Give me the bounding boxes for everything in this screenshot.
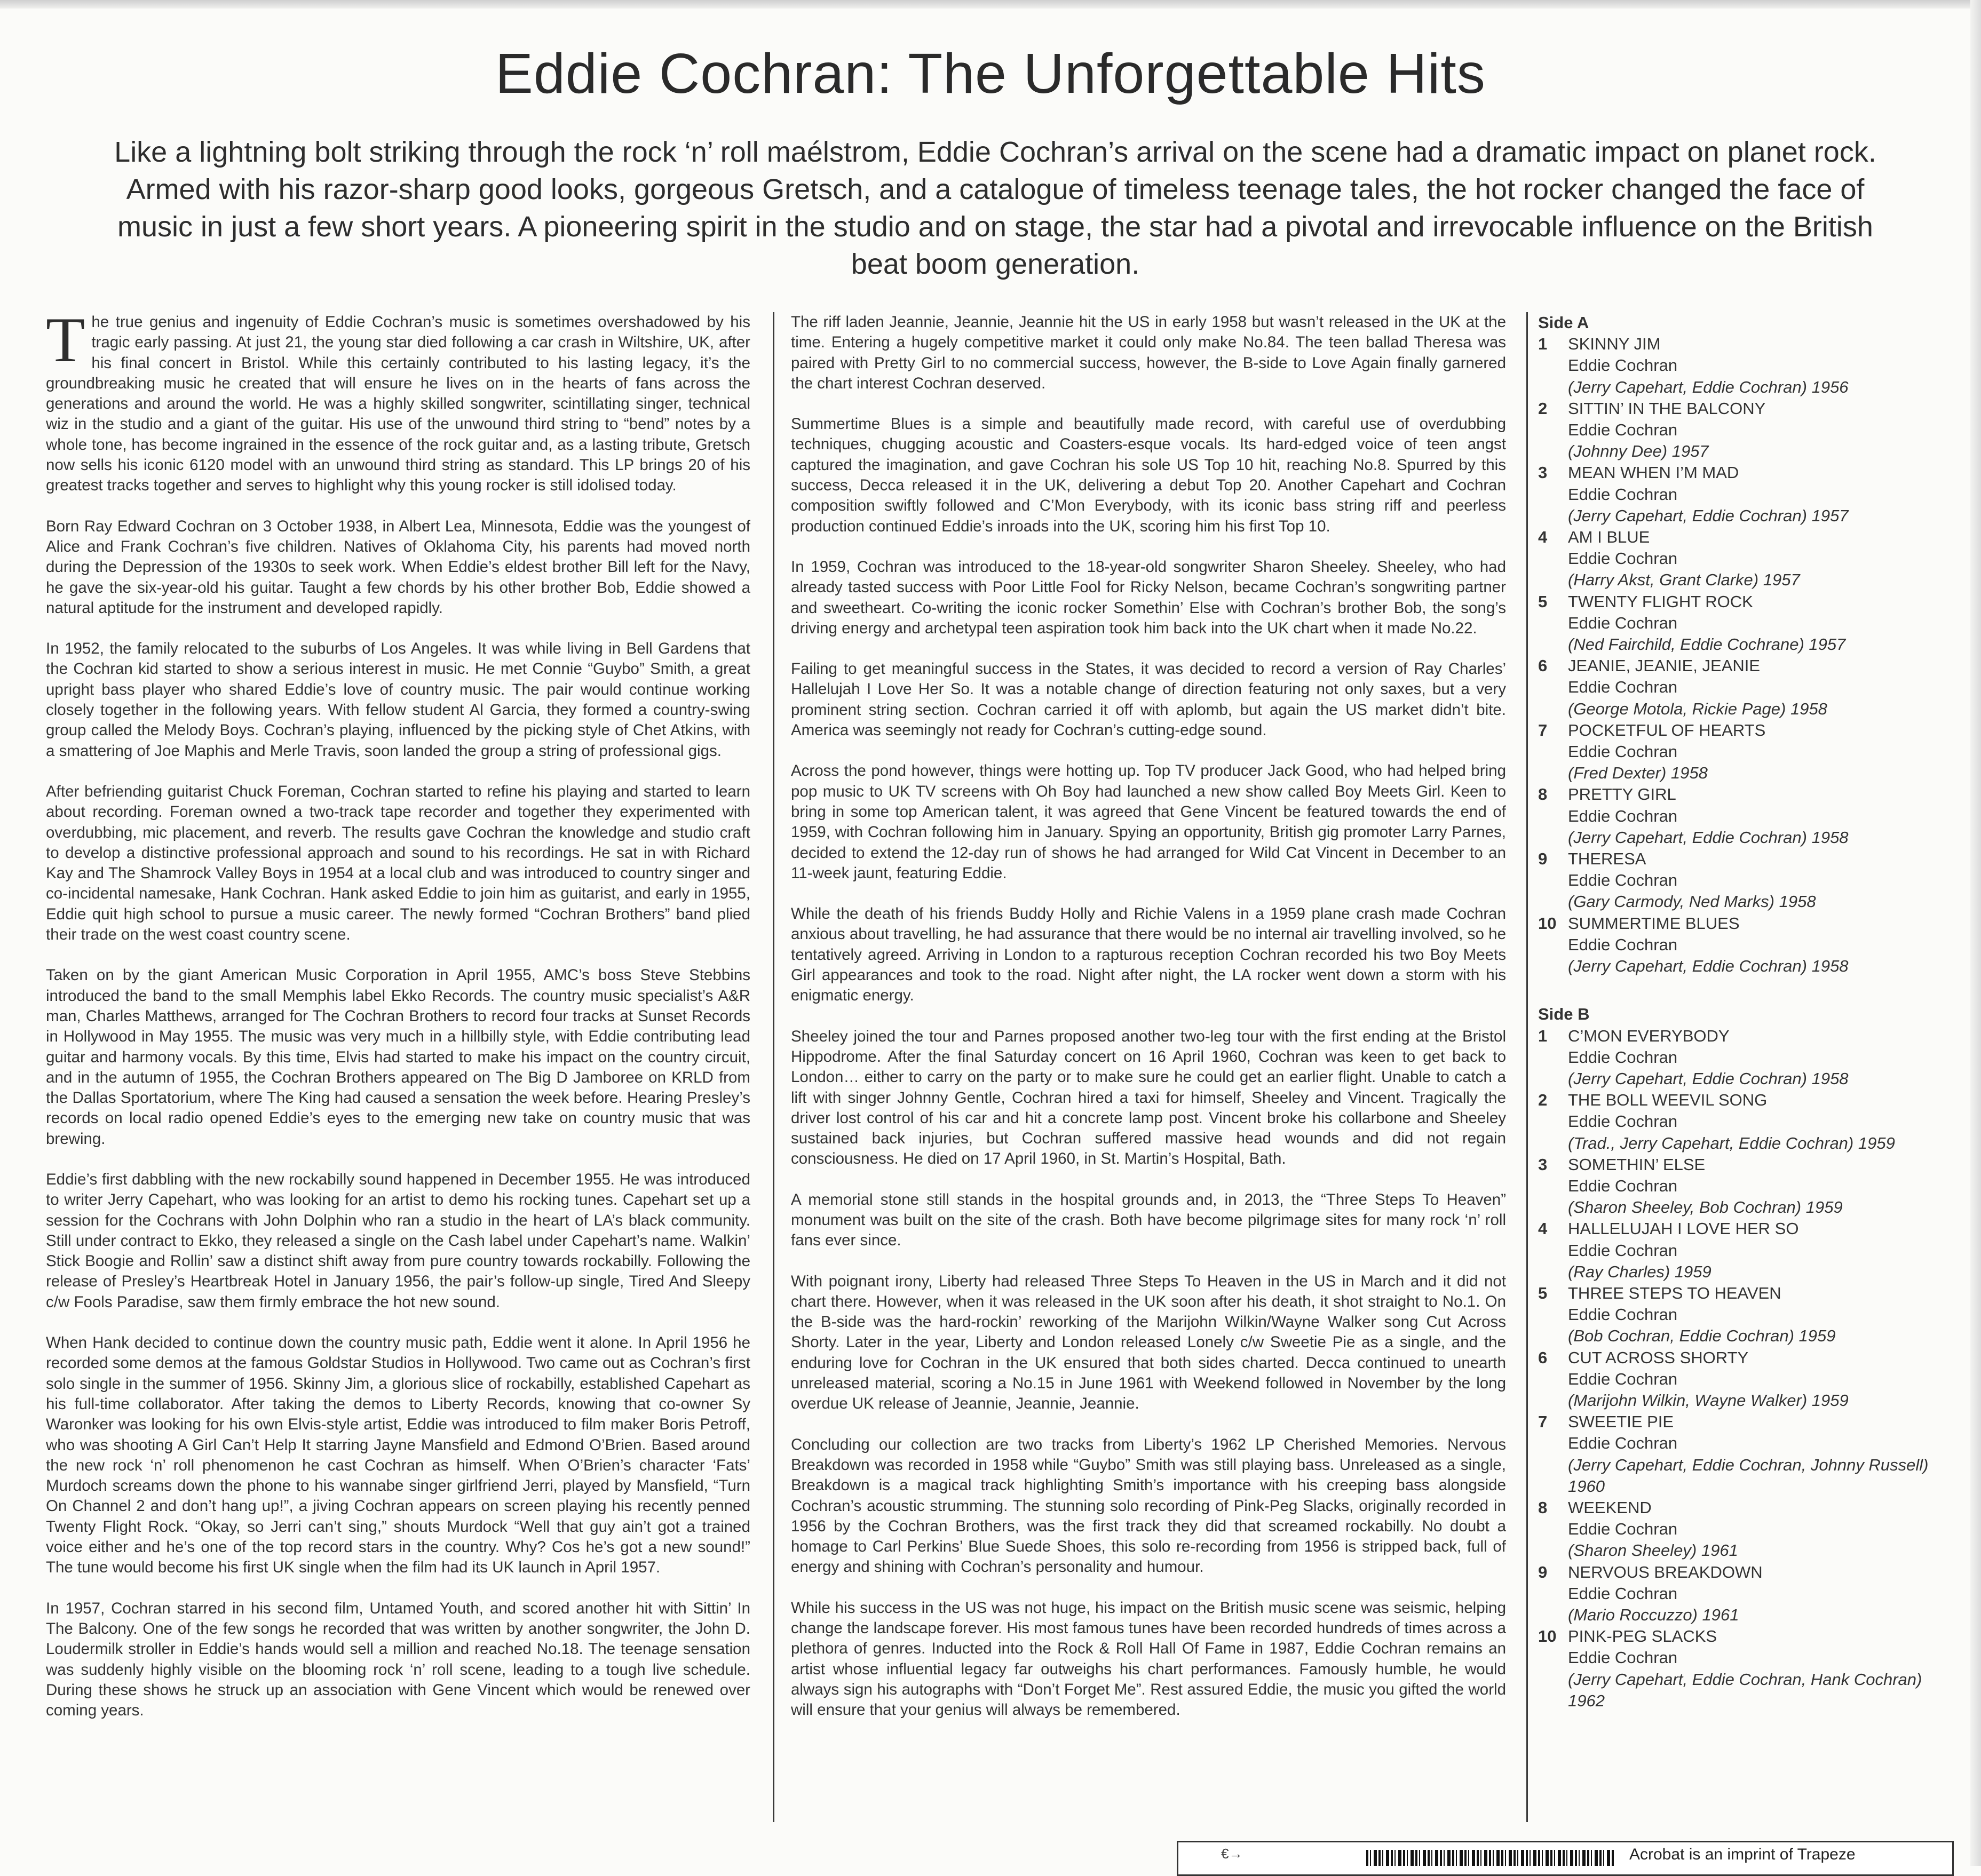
track-credit: (Jerry Capehart, Eddie Cochran) 1956 <box>1568 377 1849 396</box>
track-artist: Eddie Cochran <box>1568 420 1678 440</box>
track-title: HALLELUJAH I LOVE HER SO <box>1568 1219 1799 1238</box>
track-number: 2 <box>1538 1091 1548 1110</box>
article-paragraph: Sheeley joined the tour and Parnes proposed another two-leg tour with the first ending at the Bristol Hippodrome. After the final Saturday concert on 16 April 1960, Cochran was keen to get back to London… either to carry on the party or to make sure he could get an earlier flight. Unable to catch a lift with singer Johnny Gentle, Cochran hired a taxi for himself, Sheeley and Vincent. Tragically the driver lost control of his car and hit a concrete lamp post. Vincent broke his collarbone and Sheeley sustained back injuries, but Cochran suffered massive head wounds and did not regain consciousness. He died on 17 April 1960, in St. Martin’s Hospital, Bath. <box>791 1027 1506 1168</box>
track-item <box>1538 1497 1960 1562</box>
track-number: 5 <box>1538 592 1548 611</box>
track-credit: (Ned Fairchild, Eddie Cochrane) 1957 <box>1568 635 1846 654</box>
track-details <box>1568 720 1960 784</box>
track-artist: Eddie Cochran <box>1568 1241 1678 1260</box>
track-title: POCKETFUL OF HEARTS <box>1568 720 1766 740</box>
article-paragraph: In 1957, Cochran starred in his second film, Untamed Youth, and scored another hit with Sittin’ In The Balcony. One of the few songs he recorded that was written by another songwriter, the John D. Loudermilk stroller in Eddie’s hands would sell a million and reached No.18. The teenage sensation was suddenly highly visible on the blooming rock ‘n’ roll scene, leading to a tough live schedule. During these shows he struck up an association with Gene Vincent which would be renewed over coming years. <box>46 1599 750 1720</box>
tracklist <box>1538 312 1960 1712</box>
track-artist: Eddie Cochran <box>1568 935 1678 954</box>
track-details <box>1568 398 1960 463</box>
track-credit: (Johnny Dee) 1957 <box>1568 442 1709 461</box>
track-item <box>1538 591 1960 656</box>
column-divider <box>773 312 774 1822</box>
track-credit: (Jerry Capehart, Eddie Cochran, Hank Cochran) 1962 <box>1568 1670 1922 1710</box>
track-title: SUMMERTIME BLUES <box>1568 913 1740 933</box>
track-credit: (Jerry Capehart, Eddie Cochran) 1958 <box>1568 957 1849 976</box>
article-paragraph: In 1952, the family relocated to the suburbs of Los Angeles. It was while living in Bell Gardens that the Cochran kid started to show a serious interest in music. He met Connie “Guybo” Smith, a great upright bass player who shared Eddie’s love of country music. The pair would continue working closely together in the following years. With fellow student Al Garcia, they formed a country-swing group called the Melody Boys. Cochran’s playing, influenced by the picking style of Chet Atkins, with a smattering of Joe Maphis and Merle Travis, soon landed the group a string of professional gigs. <box>46 640 750 760</box>
track-title: AM I BLUE <box>1568 528 1650 547</box>
track-number: 10 <box>1538 913 1557 933</box>
track-number: 10 <box>1538 1627 1557 1646</box>
track-details <box>1568 1347 1960 1412</box>
scan-right-edge <box>1970 0 1981 1866</box>
track-details <box>1568 1283 1960 1347</box>
article-paragraph: Eddie’s first dabbling with the new rockabilly sound happened in December 1955. He was introduced to writer Jerry Capehart, who was looking for an artist to demo his rocking tunes. Capehart set up a session for the Cochrans with John Dolphin who ran a studio in the heart of LA’s black community. Still under contract to Ekko, they released a single on the Cash label under Capehart’s name. Walkin’ Stick Boogie and Rollin’ saw a distinct shift away from pure country towards rockabilly. Following the release of Presley’s Heartbreak Hotel in January 1956, the pair’s follow-up single, Tired And Sleepy c/w Fools Paradise, saw them firmly embrace the hot new sound. <box>46 1170 750 1311</box>
article-paragraph: A memorial stone still stands in the hospital grounds and, in 2013, the “Three Steps To Heaven” monument was built on the site of the crash. Both have become pilgrimage sites for many rock ‘n’ roll fans ever since. <box>791 1190 1506 1250</box>
track-details <box>1568 527 1960 591</box>
track-number: 4 <box>1538 528 1548 547</box>
track-artist: Eddie Cochran <box>1568 1047 1678 1067</box>
track-details <box>1568 1026 1960 1090</box>
track-credit: (Bob Cochran, Eddie Cochran) 1959 <box>1568 1326 1836 1346</box>
track-title: JEANIE, JEANIE, JEANIE <box>1568 656 1761 675</box>
track-number: 7 <box>1538 1412 1548 1432</box>
article-paragraph: Across the pond however, things were hotting up. Top TV producer Jack Good, who had helped bring pop music to UK TV screens with Oh Boy had launched a new show called Boy Meets Girl. Keen to bring in some top American talent, it was agreed that Gene Vincent be featured towards the end of 1959, with Cochran following him in January. Spying an opportunity, British gig promoter Larry Parnes, decided to extend the 12-day run of shows he had arranged for Wild Cat Vincent in December to an 11-week jaunt, featuring Eddie. <box>791 762 1506 882</box>
track-number: 4 <box>1538 1219 1548 1238</box>
track-details <box>1568 913 1960 977</box>
track-artist: Eddie Cochran <box>1568 806 1678 825</box>
track-title: NERVOUS BREAKDOWN <box>1568 1562 1763 1581</box>
track-item <box>1538 462 1960 527</box>
track-artist: Eddie Cochran <box>1568 1369 1678 1388</box>
track-details <box>1568 1154 1960 1219</box>
track-number: 9 <box>1538 1562 1548 1581</box>
track-item <box>1538 1626 1960 1712</box>
track-details <box>1568 1411 1960 1497</box>
track-item <box>1538 784 1960 848</box>
track-item <box>1538 1347 1960 1412</box>
track-number: 9 <box>1538 849 1548 869</box>
track-title: MEAN WHEN I’M MAD <box>1568 463 1739 482</box>
track-artist: Eddie Cochran <box>1568 742 1678 761</box>
track-credit: (Trad., Jerry Capehart, Eddie Cochran) 1959 <box>1568 1133 1895 1152</box>
article-paragraph: When Hank decided to continue down the country music path, Eddie went it alone. In April 1956 he recorded some demos at the famous Goldstar Studios in Hollywood. Two came out as Cochran’s first solo single in the summer of 1956. Skinny Jim, a glorious slice of rockabilly, established Capehart as his full-time collaborator. After taking the demos to Liberty Records, knowing that co-owner Sy Waronker was looking for his own Elvis-style artist, Eddie was introduced to film maker Boris Petroff, who was shooting A Girl Can’t Help It starring Jayne Mansfield and Edmond O’Brien. Based around the new rock ‘n’ roll phenomenon he cast Cochran as himself. When O’Brien’s character ‘Fats’ Murdoch screams down the phone to his wannabe singer girlfriend Jerri, played by Mansfield, “Turn On Channel 2 and don’t hang up!”, a jiving Cochran appears on screen playing his recently penned Twenty Flight Rock. “Okay, so Jerri can’t sing,” shouts Murdock “Well that guy ain’t got a trained voice either and he’s one of the top record stars in the country. Why? Cos he’s got a new sound!” The tune would become his first UK single when the film had its UK launch in April 1957. <box>46 1334 750 1577</box>
track-details <box>1568 848 1960 913</box>
side-b-heading: Side B <box>1538 1005 1590 1024</box>
arrow-icon: €→ <box>1221 1846 1243 1862</box>
track-item <box>1538 655 1960 720</box>
track-credit: (Jerry Capehart, Eddie Cochran) 1958 <box>1568 828 1849 847</box>
track-title: THERESA <box>1568 849 1646 869</box>
article-column-2 <box>791 312 1506 1741</box>
track-title: SWEETIE PIE <box>1568 1412 1674 1432</box>
track-details <box>1568 333 1960 398</box>
article-paragraph: The riff laden Jeannie, Jeannie, Jeannie hit the US in early 1958 but wasn’t released in the UK at the time. Entering a hugely competitive market it could only make No.84. The teen ballad Theresa was paired with Pretty Girl to no commercial success, however, the B-side to Love Again finally garnered the chart interest Cochran deserved. <box>791 313 1506 392</box>
article-paragraph <box>46 304 750 496</box>
track-credit: (George Motola, Rickie Page) 1958 <box>1568 699 1827 718</box>
track-item <box>1538 720 1960 784</box>
track-title: SKINNY JIM <box>1568 335 1661 354</box>
track-title: C’MON EVERYBODY <box>1568 1026 1730 1045</box>
track-number: 3 <box>1538 1155 1548 1174</box>
track-artist: Eddie Cochran <box>1568 1176 1678 1195</box>
track-credit: (Mario Roccuzzo) 1961 <box>1568 1605 1739 1624</box>
track-item <box>1538 913 1960 977</box>
track-title: SITTIN’ IN THE BALCONY <box>1568 399 1766 418</box>
article-paragraph: While his success in the US was not huge, his impact on the British music scene was seismic, helping change the landscape forever. His most famous tunes have been recorded hundreds of times across a plethora of genres. Inducted into the Rock & Roll Hall Of Fame in 1987, Eddie Cochran remains an artist whose influential legacy far outweighs his chart performances. Famously humble, he would always sign his autographs with “Don’t Forget Me”. Rest assured Eddie, the music you gifted the world will ensure that your genius will always be remembered. <box>791 1599 1506 1719</box>
track-artist: Eddie Cochran <box>1568 1648 1678 1667</box>
track-item <box>1538 848 1960 913</box>
track-details <box>1568 1626 1960 1712</box>
track-number: 2 <box>1538 399 1548 418</box>
track-details <box>1568 462 1960 527</box>
track-artist: Eddie Cochran <box>1568 549 1678 568</box>
track-item <box>1538 333 1960 398</box>
article-paragraph: Failing to get meaningful success in the States, it was decided to record a version of Ray Charles’ Hallelujah I Love Her So. It was a notable change of direction featuring not only saxes, but a very prominent string section. Cochran carried it off with aplomb, but again the US market didn’t bite. America was seemingly not ready for Cochran’s cutting-edge sound. <box>791 660 1506 740</box>
track-artist: Eddie Cochran <box>1568 1305 1678 1324</box>
side-a-heading: Side A <box>1538 313 1589 332</box>
article-paragraph: Born Ray Edward Cochran on 3 October 1938, in Albert Lea, Minnesota, Eddie was the youngest of Alice and Frank Cochran’s five children. Natives of Oklahoma City, his parents had moved north during the Depression of the 1930s to seek work. When Eddie’s eldest brother Bill left for the Navy, he gave the six-year-old his guitar. Taught a few chords by his other brother Bob, Eddie showed a natural aptitude for the instrument and developed rapidly. <box>46 517 750 617</box>
track-artist: Eddie Cochran <box>1568 1434 1678 1453</box>
track-item <box>1538 1090 1960 1154</box>
article-paragraph: With poignant irony, Liberty had released Three Steps To Heaven in the US in March and it did not chart there. However, when it was released in the UK soon after his death, it shot straight to No.1. On the B-side was the hard-rockin’ reworking of the Marijohn Wilkin/Wayne Walker song Cut Across Shorty. Later in the year, Liberty and London released Lonely c/w Sweetie Pie as a single, and the enduring love for Cochran in the UK ensured that both sides charted. Decca continued to unearth unreleased material, scoring a No.15 in June 1961 with Weekend followed in November by the long overdue UK release of Jeannie, Jeannie, Jeannie. <box>791 1272 1506 1413</box>
track-title: TWENTY FLIGHT ROCK <box>1568 592 1753 611</box>
article-paragraph: After befriending guitarist Chuck Foreman, Cochran started to refine his playing and started to learn about recording. Foreman owned a two-track tape recorder and together they experimented with overdubbing, mic placement, and reverb. The results gave Cochran the knowledge and studio craft to develop a distinctive professional approach and sound to his recordings. He sat in with Richard Kay and The Shamrock Valley Boys in 1954 at a local club and was introduced to country singer and co-incidental namesake, Hank Cochran. Hank asked Eddie to join him as guitarist, and early in 1955, Eddie quit high school to pursue a music career. The newly formed “Cochran Brothers” band plied their trade on the west coast country scene. <box>46 782 750 944</box>
track-artist: Eddie Cochran <box>1568 678 1678 697</box>
side-b-list <box>1538 1026 1960 1712</box>
track-number: 1 <box>1538 335 1548 354</box>
track-item <box>1538 527 1960 591</box>
article-paragraph: While the death of his friends Buddy Holly and Richie Valens in a 1959 plane crash made Cochran anxious about travelling, he had assurance that there would be no internal air travelling involved, so he tentatively agreed. Arriving in London to a rapturous reception Cochran recorded his two Boy Meets Girl appearances and took to the road. Night after night, the LA rocker went down a storm with his enigmatic energy. <box>791 905 1506 1005</box>
track-number: 8 <box>1538 1498 1548 1517</box>
barcode-panel <box>1177 1841 1954 1876</box>
track-item <box>1538 1411 1960 1497</box>
article-paragraph: Taken on by the giant American Music Corporation in April 1955, AMC’s boss Steve Stebbins introduced the band to the small Memphis label Ekko Records. The country music specialist’s A&R man, Charles Matthews, arranged for The Cochran Brothers to record four tracks at Sunset Records in Hollywood in May 1955. The music was very much in a hillbilly style, with Eddie contributing lead guitar and harmony vocals. By this time, Elvis had started to make his impact on the country circuit, and in the autumn of 1955, the Cochran Brothers appeared on The Big D Jamboree on KRLD from the Dallas Sportatorium, where The King had caused a sensation the week before. Hearing Presley’s records on local radio opened Eddie’s eyes to the emerging new take on country music that was brewing. <box>46 966 750 1148</box>
track-artist: Eddie Cochran <box>1568 356 1678 375</box>
imprint-text: Acrobat is an imprint of Trapeze <box>1629 1846 1856 1863</box>
track-item <box>1538 1562 1960 1626</box>
scan-top-edge <box>0 0 1981 9</box>
track-item <box>1538 1218 1960 1283</box>
track-artist: Eddie Cochran <box>1568 1112 1678 1131</box>
track-title: SOMETHIN’ ELSE <box>1568 1155 1706 1174</box>
track-details <box>1568 1562 1960 1626</box>
track-artist: Eddie Cochran <box>1568 1584 1678 1603</box>
track-item <box>1538 1026 1960 1090</box>
track-details <box>1568 1218 1960 1283</box>
track-title: CUT ACROSS SHORTY <box>1568 1348 1749 1367</box>
track-artist: Eddie Cochran <box>1568 613 1678 632</box>
drop-cap: T <box>46 304 85 375</box>
side-a-list <box>1538 333 1960 977</box>
paragraph-text: he true genius and ingenuity of Eddie Cochran’s music is sometimes overshadowed by his tragic early passing. At just 21, the young star died following a car crash in Wiltshire, UK, after his final concert in Bristol. While this certainly contributed to his lasting legacy, it’s the groundbreaking music he created that will ensure he lives on in the hearts of fans across the generations and around the world. He was a highly skilled songwriter, scintillating singer, technical wiz in the studio and a giant of the guitar. His use of the unwound third string to “bend” notes by a whole tone, has become ingrained in the essence of the rock guitar and, as a lasting tribute, Gretsch now sells his iconic 6120 model with an unwound third string as standard. This LP brings 20 of his greatest tracks together and serves to highlight why this young rocker is still idolised today. <box>46 313 750 495</box>
track-details <box>1568 591 1960 656</box>
track-details <box>1568 1090 1960 1154</box>
track-credit: (Marijohn Wilkin, Wayne Walker) 1959 <box>1568 1390 1849 1410</box>
track-title: PRETTY GIRL <box>1568 785 1676 804</box>
track-details <box>1568 784 1960 848</box>
track-artist: Eddie Cochran <box>1568 871 1678 890</box>
column-divider <box>1526 312 1528 1822</box>
track-credit: (Sharon Sheeley, Bob Cochran) 1959 <box>1568 1198 1843 1217</box>
track-number: 8 <box>1538 785 1548 804</box>
track-number: 5 <box>1538 1283 1548 1302</box>
track-number: 1 <box>1538 1026 1548 1045</box>
track-number: 6 <box>1538 656 1548 675</box>
page-title: Eddie Cochran: The Unforgettable Hits <box>495 42 1486 105</box>
track-artist: Eddie Cochran <box>1568 484 1678 504</box>
track-credit: (Ray Charles) 1959 <box>1568 1262 1711 1281</box>
track-credit: (Jerry Capehart, Eddie Cochran, Johnny Russell) 1960 <box>1568 1455 1929 1496</box>
track-details <box>1568 655 1960 720</box>
track-item <box>1538 1283 1960 1347</box>
article-column-1 <box>46 304 750 1741</box>
track-item <box>1538 1154 1960 1219</box>
track-credit: (Gary Carmody, Ned Marks) 1958 <box>1568 892 1816 911</box>
track-number: 7 <box>1538 720 1548 740</box>
track-title: WEEKEND <box>1568 1498 1652 1517</box>
track-title: THE BOLL WEEVIL SONG <box>1568 1091 1768 1110</box>
article-paragraph: Summertime Blues is a simple and beautifully made record, with careful use of overdubbing techniques, chugging acoustic and Coasters-esque vocals. Its hard-edged voice of teen angst captured the imagination, and gave Cochran his sole US Top 10 hit, reaching No.8. Spurred by this success, Decca released it in the UK, delivering a debut Top 20. Another Capehart and Cochran composition swiftly followed and C’Mon Everybody, with its iconic bass string riff and peerless production continued Eddie’s inroads into the UK, scoring him his first Top 10. <box>791 415 1506 535</box>
article-paragraph: In 1959, Cochran was introduced to the 18-year-old songwriter Sharon Sheeley. Sheeley, who had already tasted success with Poor Little Fool for Ricky Nelson, became Cochran’s songwriting partner and sweetheart. Co-writing the iconic rocker Somethin’ Else with Cochran’s brother Bob, the song’s driving energy and archetypal teen aspiration took him back into the UK chart when it made No.22. <box>791 558 1506 637</box>
track-number: 3 <box>1538 463 1548 482</box>
track-credit: (Harry Akst, Grant Clarke) 1957 <box>1568 570 1800 590</box>
track-credit: (Fred Dexter) 1958 <box>1568 764 1708 783</box>
track-artist: Eddie Cochran <box>1568 1520 1678 1539</box>
track-title: PINK-PEG SLACKS <box>1568 1627 1717 1646</box>
track-credit: (Sharon Sheeley) 1961 <box>1568 1541 1738 1560</box>
track-credit: (Jerry Capehart, Eddie Cochran) 1958 <box>1568 1069 1849 1088</box>
track-number: 6 <box>1538 1348 1548 1367</box>
track-title: THREE STEPS TO HEAVEN <box>1568 1283 1781 1302</box>
track-credit: (Jerry Capehart, Eddie Cochran) 1957 <box>1568 506 1849 525</box>
intro-paragraph: Like a lightning bolt striking through the rock ‘n’ roll maélstrom, Eddie Cochran’s arrival on the scene had a dramatic impact on planet rock. Armed with his razor-sharp good looks, gorgeous Gretsch, and a catalogue of timeless teenage tales, the hot rocker changed the face of music in just a few short years. A pioneering spirit in the studio and on stage, the star had a pivotal and irrevocable influence on the British beat boom generation. <box>114 136 1876 280</box>
track-details <box>1568 1497 1960 1562</box>
article-paragraph: Concluding our collection are two tracks from Liberty’s 1962 LP Cherished Memories. Nervous Breakdown was recorded in 1958 while “Guybo” Smith was still playing bass. Unreleased as a single, Breakdown is a magical track highlighting Smith’s importance with his creeping bass alongside Cochran’s acoustic strumming. The stunning solo recording of Pink-Peg Slacks, originally recorded in 1956 by the Cochran Brothers, was the first track they did that screamed rockabilly. No doubt a homage to Carl Perkins’ Blue Suede Shoes, this solo re-recording from 1956 is stripped back, full of energy and shining with Cochran’s personality and humour. <box>791 1435 1506 1576</box>
track-item <box>1538 398 1960 463</box>
barcode <box>1366 1850 1614 1866</box>
